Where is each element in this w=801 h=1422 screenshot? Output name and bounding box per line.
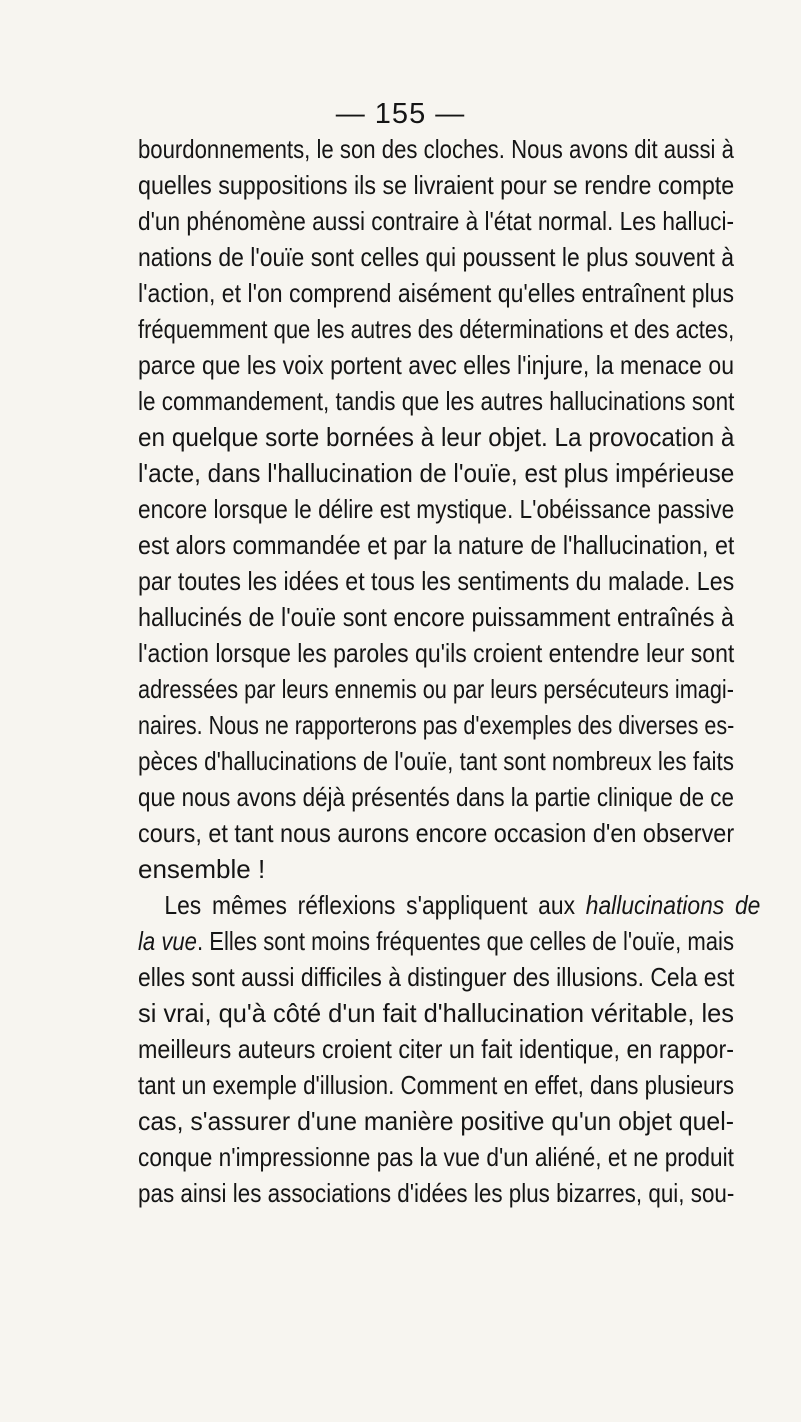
text-span: Les mêmes réflexions s'appliquent aux — [164, 890, 586, 920]
page-number: — 155 — — [335, 98, 466, 130]
text-line: pas ainsi les associations d'idées les plus bizarres, qui, sou- — [138, 1178, 735, 1208]
italic-term: hallucinations de — [585, 890, 761, 920]
text-line: adressées par leurs ennemis ou par leurs persécuteurs imagi- — [138, 674, 734, 704]
body-text — [138, 131, 761, 1211]
text-line: fréquemment que les autres des déterminations et des actes, — [138, 314, 735, 344]
text-line: elles sont aussi difficiles à distinguer des illusions. Cela est — [138, 962, 735, 992]
text-line: l'action, et l'on comprend aisément qu'elles entraînent plus — [138, 278, 735, 308]
text-line: cas, s'assurer d'une manière positive qu'un objet quel- — [138, 1106, 734, 1136]
text-line: par toutes les idées et tous les sentiments du malade. Les — [138, 566, 735, 596]
text-line: quelles suppositions ils se livraient pour se rendre compte — [138, 170, 735, 200]
text-line: nations de l'ouïe sont celles qui poussent le plus souvent à — [138, 242, 735, 272]
text-line: d'un phénomène aussi contraire à l'état normal. Les halluci- — [138, 206, 735, 236]
text-line: si vrai, qu'à côté d'un fait d'hallucination véritable, les — [138, 998, 735, 1028]
text-line: tant un exemple d'illusion. Comment en effet, dans plusieurs — [138, 1070, 735, 1100]
text-line: pèces d'hallucinations de l'ouïe, tant sont nombreux les faits — [138, 746, 734, 776]
text-line: que nous avons déjà présentés dans la partie clinique de ce — [138, 782, 734, 812]
text-line: en quelque sorte bornées à leur objet. La provocation à — [138, 422, 735, 452]
text-line: meilleurs auteurs croient citer un fait identique, en rappor- — [138, 1034, 734, 1064]
text-line: bourdonnements, le son des cloches. Nous avons dit aussi à — [138, 134, 734, 164]
text-line: ensemble ! — [138, 854, 266, 884]
text-line: le commandement, tandis que les autres hallucinations sont — [138, 386, 735, 416]
text-line: parce que les voix portent avec elles l'injure, la menace ou — [138, 350, 735, 380]
text-line — [138, 887, 760, 923]
text-line: est alors commandée et par la nature de l'hallucination, et — [138, 530, 735, 560]
text-line: conque n'impressionne pas la vue d'un aliéné, et ne produit — [138, 1142, 734, 1172]
text-line: naires. Nous ne rapporterons pas d'exemples des diverses es- — [138, 710, 735, 740]
text-line: l'action lorsque les paroles qu'ils croient entendre leur sont — [138, 638, 735, 668]
text-span: . Elles sont moins fréquentes que celles de l'ouïe, mais — [196, 926, 734, 956]
text-line: cours, et tant nous aurons encore occasion d'en observer — [138, 818, 735, 848]
text-line: l'acte, dans l'hallucination de l'ouïe, est plus impérieuse — [138, 458, 735, 488]
text-line: encore lorsque le délire est mystique. L'obéissance passive — [138, 494, 735, 524]
text-line: hallucinés de l'ouïe sont encore puissamment entraînés à — [138, 602, 734, 632]
text-line — [138, 923, 734, 959]
italic-term: la vue — [138, 926, 197, 956]
